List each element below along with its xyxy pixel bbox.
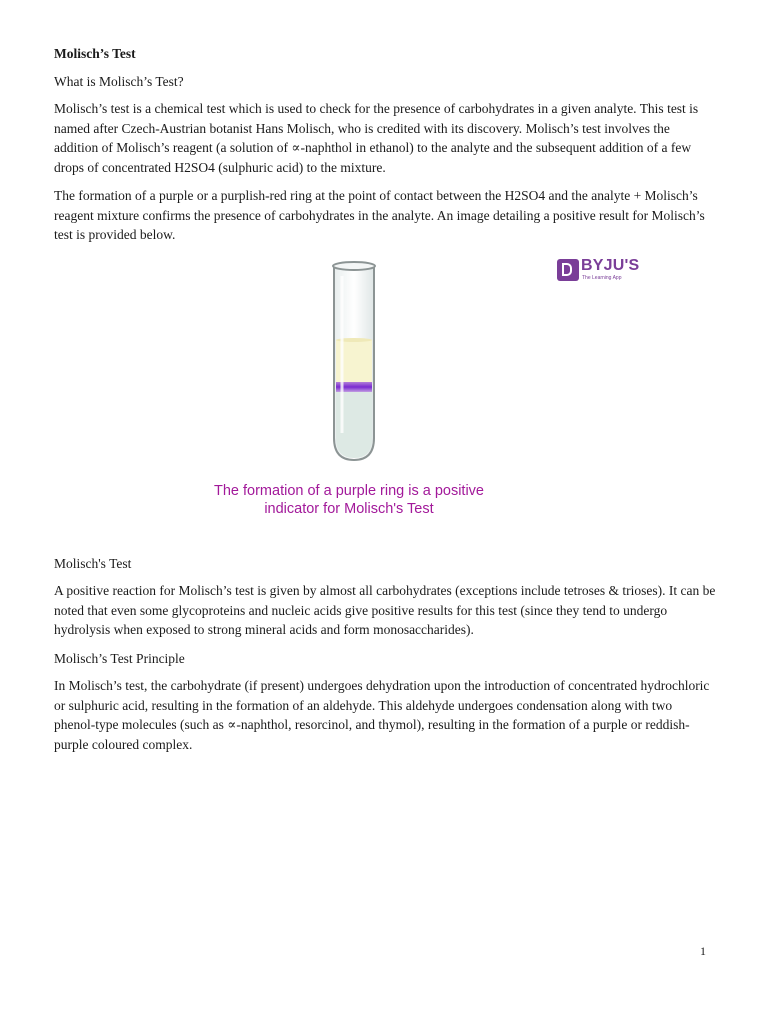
section-heading-principle: Molisch’s Test Principle — [54, 650, 185, 666]
figure-caption-line1: The formation of a purple ring is a positive — [214, 482, 484, 499]
figure-caption-line2: indicator for Molisch's Test — [264, 500, 434, 517]
figure-caption — [194, 482, 504, 518]
byjus-logo-tagline: The Learning App — [582, 274, 622, 281]
tube-rim — [333, 262, 375, 270]
byjus-logo — [557, 258, 647, 284]
section-heading-what-is: What is Molisch’s Test? — [54, 73, 184, 89]
paragraph-positive-reaction: A positive reaction for Molisch’s test is given by almost all carbohydrates (exceptions include tetroses & trioses). It can be noted that even some glycoproteins and nucleic acids give positive results for this test (since they tend to undergo hydrolysis when exposed to strong mineral acids and form monosaccharides). — [54, 583, 716, 637]
section-heading-molisch-test: Molisch's Test — [54, 555, 132, 571]
document-page — [54, 44, 716, 763]
byjus-logo-icon — [557, 259, 579, 281]
test-tube-figure — [54, 258, 716, 538]
page-number: 1 — [700, 944, 706, 958]
document-title: Molisch’s Test — [54, 46, 136, 61]
test-tube-illustration — [324, 258, 384, 468]
paragraph-intro: Molisch’s test is a chemical test which is used to check for the presence of carbohydrates in a given analyte. This test is named after Czech-Austrian botanist Hans Molisch, who is credited with its discovery. Molisch’s test involves the addition of Molisch’s reagent (a solution of ∝-naphthol in ethanol) to the analyte and the subsequent addition of a few drops of concentrated H2SO4 (sulphuric acid) to the mixture. — [54, 101, 699, 175]
paragraph-principle: In Molisch’s test, the carbohydrate (if present) undergoes dehydration upon the introduction of concentrated hydrochloric or sulphuric acid, resulting in the formation of an aldehyde. This aldehyde undergoes condensation along with two phenol-type molecules (such as ∝-naphthol, resorcinol, and thymol), resulting in the formation of a purple or reddish-purple coloured complex. — [54, 678, 710, 752]
paragraph-positive-result: The formation of a purple or a purplish-red ring at the point of contact between the H2SO4 and the analyte + Molisch’s reagent mixture confirms the presence of carbohydrates in the analyte. An image detailing a positive result for Molisch’s test is provided below. — [54, 188, 705, 242]
byjus-logo-name: BYJU'S — [581, 256, 640, 274]
